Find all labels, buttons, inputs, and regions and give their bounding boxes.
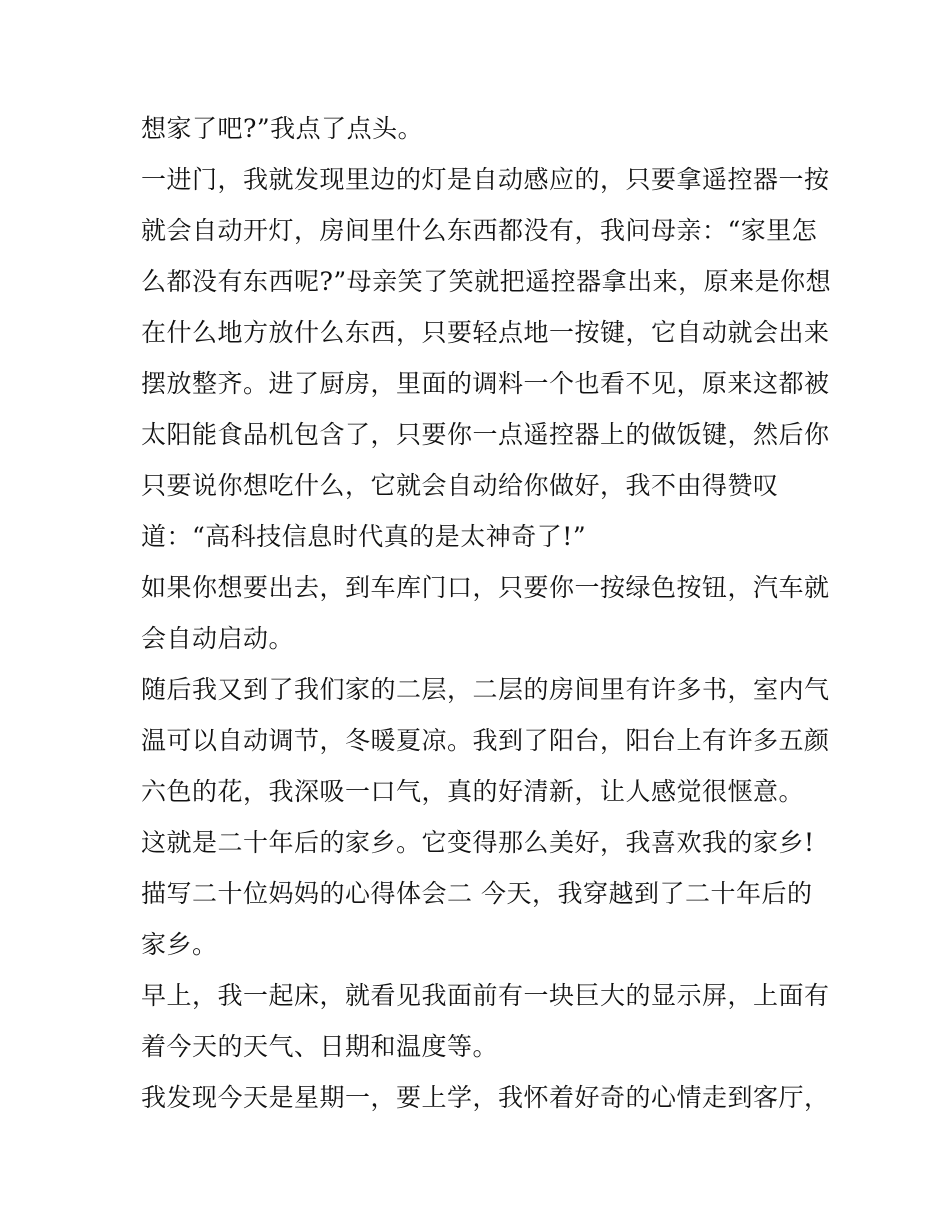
text-line: 描写二十位妈妈的心得体会二 今天，我穿越到了二十年后的 — [141, 879, 813, 908]
text-line: 太阳能食品机包含了，只要你一点遥控器上的做饭键，然后你 — [141, 420, 830, 449]
text-line: 这就是二十年后的家乡。它变得那么美好，我喜欢我的家乡! — [141, 828, 815, 857]
text-line: 早上，我一起床，就看见我面前有一块巨大的显示屏，上面有 — [141, 981, 830, 1010]
text-line: 着今天的天气、日期和温度等。 — [141, 1032, 499, 1061]
text-line: 随后我又到了我们家的二层，二层的房间里有许多书，室内气 — [141, 675, 830, 704]
text-line: 家乡。 — [141, 930, 218, 959]
text-line: 只要说你想吃什么，它就会自动给你做好，我不由得赞叹 — [141, 471, 779, 500]
text-line: 道：“高科技信息时代真的是太神奇了!” — [141, 522, 587, 551]
text-line: 会自动启动。 — [141, 624, 295, 653]
text-line: 如果你想要出去，到车库门口，只要你一按绿色按钮，汽车就 — [141, 573, 830, 602]
text-line: 摆放整齐。进了厨房，里面的调料一个也看不见，原来这都被 — [141, 369, 830, 398]
text-line: 在什么地方放什么东西，只要轻点地一按键，它自动就会出来 — [141, 318, 830, 347]
text-line: 想家了吧?”我点了点头。 — [141, 114, 424, 143]
text-line: 一进门，我就发现里边的灯是自动感应的，只要拿遥控器一按 — [141, 165, 830, 194]
text-line: 我发现今天是星期一，要上学，我怀着好奇的心情走到客厅， — [141, 1083, 830, 1112]
text-line: 六色的花，我深吸一口气，真的好清新，让人感觉很惬意。 — [141, 777, 805, 806]
text-line: 么都没有东西呢?”母亲笑了笑就把遥控器拿出来，原来是你想 — [141, 267, 832, 296]
text-line: 就会自动开灯，房间里什么东西都没有，我问母亲：“家里怎 — [141, 216, 818, 245]
text-line: 温可以自动调节，冬暖夏凉。我到了阳台，阳台上有许多五颜 — [141, 726, 830, 755]
